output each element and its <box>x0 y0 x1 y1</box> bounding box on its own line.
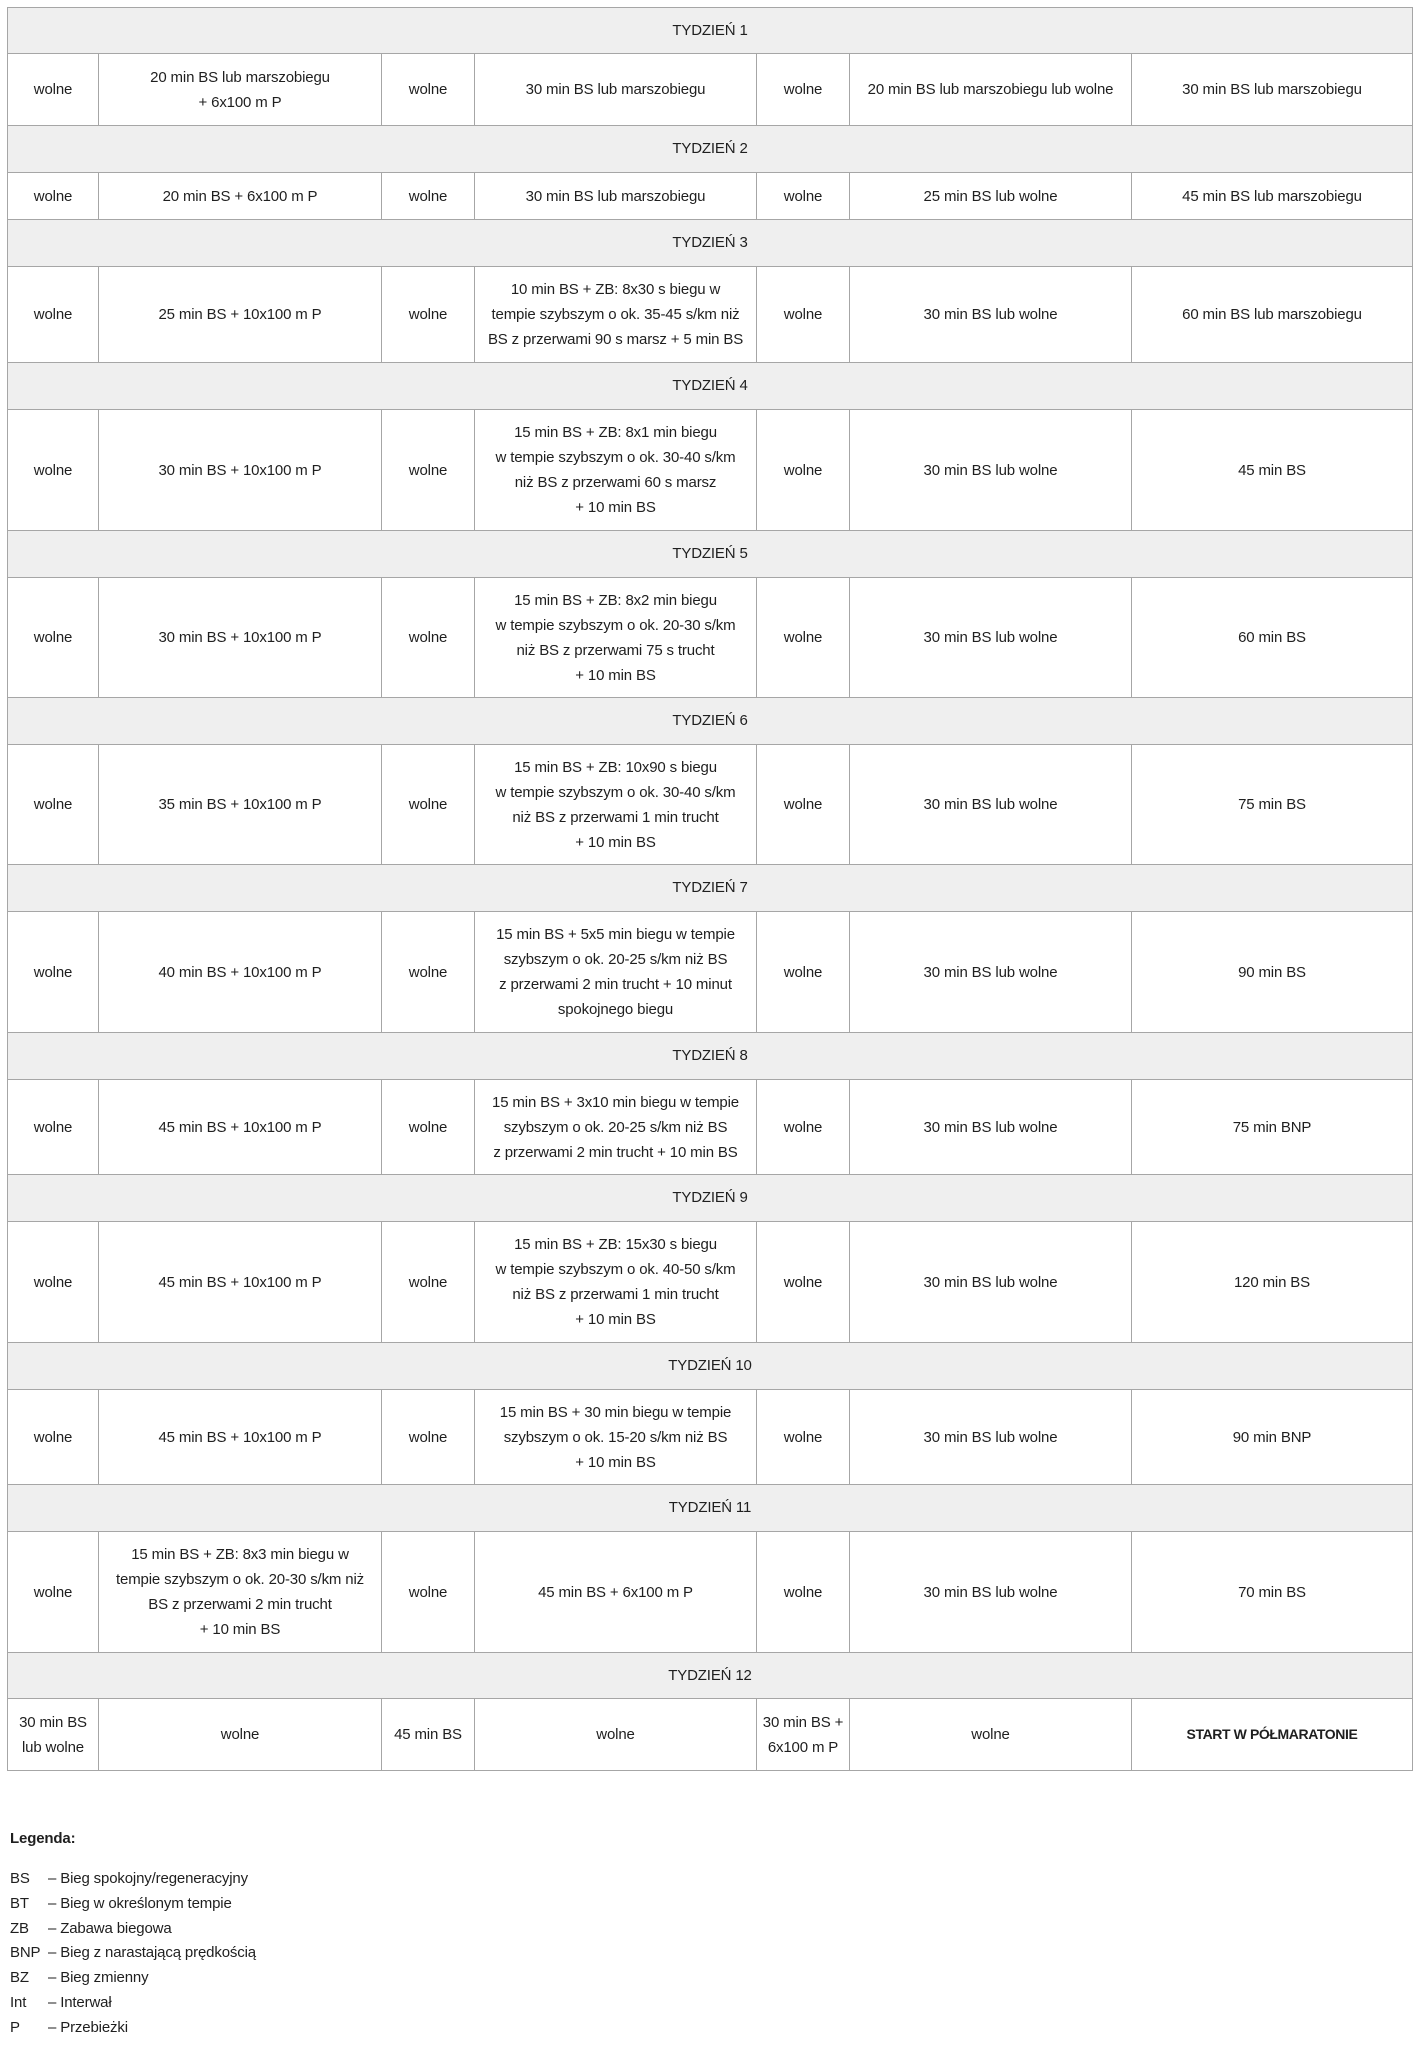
legend-item-zb <box>10 1917 256 1942</box>
week-10-day-3-cell: wolne <box>382 1390 475 1485</box>
week-3-day-7-cell: 60 min BS lub marszobiegu <box>1132 267 1413 363</box>
week-5-day-7-cell: 60 min BS <box>1132 578 1413 698</box>
week-12-day-1-cell: 30 min BS lub wolne <box>8 1699 99 1771</box>
week-7-row <box>8 912 1413 1033</box>
week-4-header: TYDZIEŃ 4 <box>8 363 1413 410</box>
week-10-header: TYDZIEŃ 10 <box>8 1343 1413 1390</box>
week-10-row <box>8 1390 1413 1485</box>
week-8-day-7-cell: 75 min BNP <box>1132 1080 1413 1175</box>
week-7-day-2-cell: 40 min BS + 10x100 m P <box>99 912 382 1033</box>
legend-abbr: BS <box>10 1870 30 1887</box>
week-4-day-7-cell: 45 min BS <box>1132 410 1413 531</box>
legend-item-p <box>10 2016 256 2041</box>
legend-abbr: Int <box>10 1993 27 2011</box>
week-10-day-7-cell: 90 min BNP <box>1132 1390 1413 1485</box>
legend-abbr: P <box>10 2018 20 2036</box>
week-9-day-2-cell: 45 min BS + 10x100 m P <box>99 1222 382 1343</box>
legend <box>10 1826 256 2041</box>
week-11-row <box>8 1532 1413 1653</box>
week-1-day-3-cell: wolne <box>382 54 475 126</box>
legend-list <box>10 1867 256 2041</box>
week-5-day-3-cell: wolne <box>382 578 475 698</box>
week-7-day-1-cell: wolne <box>8 912 99 1033</box>
week-4 <box>8 363 1413 531</box>
week-3 <box>8 220 1413 363</box>
week-11-header: TYDZIEŃ 11 <box>8 1485 1413 1532</box>
week-5-day-6-cell: 30 min BS lub wolne <box>850 578 1132 698</box>
week-6-header: TYDZIEŃ 6 <box>8 698 1413 745</box>
week-8 <box>8 1033 1413 1175</box>
week-2-header: TYDZIEŃ 2 <box>8 126 1413 173</box>
week-10-day-4-cell: 15 min BS + 30 min biegu w tempie szybszym o ok. 15-20 s/km niż BS + 10 min BS <box>475 1390 757 1485</box>
week-5-day-4-cell: 15 min BS + ZB: 8x2 min biegu w tempie szybszym o ok. 20-30 s/km niż BS z przerwami 75 s trucht + 10 min BS <box>475 578 757 698</box>
week-7-day-6-cell: 30 min BS lub wolne <box>850 912 1132 1033</box>
week-6-day-3-cell: wolne <box>382 745 475 865</box>
week-7-day-3-cell: wolne <box>382 912 475 1033</box>
week-12-header: TYDZIEŃ 12 <box>8 1653 1413 1699</box>
legend-item-bnp <box>10 1941 256 1966</box>
legend-desc: – Bieg spokojny/regeneracyjny <box>48 1870 248 1887</box>
week-9-day-7-cell: 120 min BS <box>1132 1222 1413 1343</box>
week-8-day-1-cell: wolne <box>8 1080 99 1175</box>
legend-desc: – Przebieżki <box>48 2018 128 2036</box>
week-4-day-2-cell: 30 min BS + 10x100 m P <box>99 410 382 531</box>
week-1-day-2-cell: 20 min BS lub marszobiegu + 6x100 m P <box>99 54 382 126</box>
week-1-row <box>8 54 1413 126</box>
week-3-day-5-cell: wolne <box>757 267 850 363</box>
week-9-row <box>8 1222 1413 1343</box>
week-8-day-4-cell: 15 min BS + 3x10 min biegu w tempie szybszym o ok. 20-25 s/km niż BS z przerwami 2 min trucht + 10 min BS <box>475 1080 757 1175</box>
week-2-day-3-cell: wolne <box>382 173 475 220</box>
legend-abbr: BZ <box>10 1969 29 1987</box>
week-2-row <box>8 173 1413 220</box>
week-5-day-5-cell: wolne <box>757 578 850 698</box>
legend-item-bs <box>10 1867 256 1892</box>
week-11-day-4-cell: 45 min BS + 6x100 m P <box>475 1532 757 1653</box>
week-1-day-7-cell: 30 min BS lub marszobiegu <box>1132 54 1413 126</box>
week-9 <box>8 1175 1413 1343</box>
week-12-day-5-cell: 30 min BS + 6x100 m P <box>757 1699 850 1771</box>
week-11-day-7-cell: 70 min BS <box>1132 1532 1413 1653</box>
legend-abbr: BNP <box>10 1944 41 1962</box>
legend-desc: – Zabawa biegowa <box>48 1919 172 1937</box>
week-6-day-5-cell: wolne <box>757 745 850 865</box>
week-5 <box>8 531 1413 698</box>
week-12 <box>8 1653 1413 1771</box>
week-10-day-2-cell: 45 min BS + 10x100 m P <box>99 1390 382 1485</box>
week-12-row <box>8 1699 1413 1771</box>
week-11-day-3-cell: wolne <box>382 1532 475 1653</box>
week-7-header: TYDZIEŃ 7 <box>8 865 1413 912</box>
week-6-day-6-cell: 30 min BS lub wolne <box>850 745 1132 865</box>
week-10-day-6-cell: 30 min BS lub wolne <box>850 1390 1132 1485</box>
week-4-day-5-cell: wolne <box>757 410 850 531</box>
week-9-day-3-cell: wolne <box>382 1222 475 1343</box>
legend-desc: – Bieg z narastającą prędkością <box>48 1944 256 1962</box>
week-5-row <box>8 578 1413 698</box>
week-12-day-7-cell: START W PÓŁMARATONIE <box>1132 1699 1413 1771</box>
legend-desc: – Interwał <box>48 1993 112 2011</box>
week-3-header: TYDZIEŃ 3 <box>8 220 1413 267</box>
week-3-day-2-cell: 25 min BS + 10x100 m P <box>99 267 382 363</box>
legend-item-bt <box>10 1892 256 1917</box>
week-3-row <box>8 267 1413 363</box>
week-7-day-5-cell: wolne <box>757 912 850 1033</box>
week-7 <box>8 865 1413 1033</box>
week-11 <box>8 1485 1413 1653</box>
week-7-day-7-cell: 90 min BS <box>1132 912 1413 1033</box>
week-11-day-6-cell: 30 min BS lub wolne <box>850 1532 1132 1653</box>
week-4-day-1-cell: wolne <box>8 410 99 531</box>
week-6-day-2-cell: 35 min BS + 10x100 m P <box>99 745 382 865</box>
week-2-day-4-cell: 30 min BS lub marszobiegu <box>475 173 757 220</box>
week-10 <box>8 1343 1413 1485</box>
week-8-day-5-cell: wolne <box>757 1080 850 1175</box>
week-6 <box>8 698 1413 865</box>
legend-abbr: BT <box>10 1894 29 1912</box>
week-8-header: TYDZIEŃ 8 <box>8 1033 1413 1080</box>
training-plan-table <box>7 7 1413 1771</box>
legend-item-int <box>10 1991 256 2016</box>
week-2-day-1-cell: wolne <box>8 173 99 220</box>
week-11-day-5-cell: wolne <box>757 1532 850 1653</box>
week-8-day-2-cell: 45 min BS + 10x100 m P <box>99 1080 382 1175</box>
week-6-day-7-cell: 75 min BS <box>1132 745 1413 865</box>
week-6-row <box>8 745 1413 865</box>
week-12-day-6-cell: wolne <box>850 1699 1132 1771</box>
week-2 <box>8 126 1413 220</box>
week-8-day-3-cell: wolne <box>382 1080 475 1175</box>
week-11-day-1-cell: wolne <box>8 1532 99 1653</box>
week-9-day-1-cell: wolne <box>8 1222 99 1343</box>
week-7-day-4-cell: 15 min BS + 5x5 min biegu w tempie szybszym o ok. 20-25 s/km niż BS z przerwami 2 min trucht + 10 minut spokojnego biegu <box>475 912 757 1033</box>
week-6-day-1-cell: wolne <box>8 745 99 865</box>
legend-abbr: ZB <box>10 1919 29 1937</box>
week-9-day-4-cell: 15 min BS + ZB: 15x30 s biegu w tempie szybszym o ok. 40-50 s/km niż BS z przerwami 1 min trucht + 10 min BS <box>475 1222 757 1343</box>
week-1 <box>8 8 1413 126</box>
week-2-day-7-cell: 45 min BS lub marszobiegu <box>1132 173 1413 220</box>
week-12-day-2-cell: wolne <box>99 1699 382 1771</box>
week-11-day-2-cell: 15 min BS + ZB: 8x3 min biegu w tempie szybszym o ok. 20-30 s/km niż BS z przerwami 2 min trucht + 10 min BS <box>99 1532 382 1653</box>
week-8-day-6-cell: 30 min BS lub wolne <box>850 1080 1132 1175</box>
week-1-header: TYDZIEŃ 1 <box>8 8 1413 54</box>
week-12-day-3-cell: 45 min BS <box>382 1699 475 1771</box>
week-12-day-4-cell: wolne <box>475 1699 757 1771</box>
week-9-day-6-cell: 30 min BS lub wolne <box>850 1222 1132 1343</box>
week-1-day-1-cell: wolne <box>8 54 99 126</box>
legend-item-bz <box>10 1966 256 1991</box>
week-2-day-2-cell: 20 min BS + 6x100 m P <box>99 173 382 220</box>
week-10-day-5-cell: wolne <box>757 1390 850 1485</box>
week-1-day-5-cell: wolne <box>757 54 850 126</box>
week-5-day-2-cell: 30 min BS + 10x100 m P <box>99 578 382 698</box>
legend-title: Legenda: <box>10 1830 76 1847</box>
week-2-day-6-cell: 25 min BS lub wolne <box>850 173 1132 220</box>
week-4-day-3-cell: wolne <box>382 410 475 531</box>
week-4-day-6-cell: 30 min BS lub wolne <box>850 410 1132 531</box>
week-4-row <box>8 410 1413 531</box>
week-1-day-4-cell: 30 min BS lub marszobiegu <box>475 54 757 126</box>
week-9-day-5-cell: wolne <box>757 1222 850 1343</box>
week-3-day-3-cell: wolne <box>382 267 475 363</box>
week-3-day-6-cell: 30 min BS lub wolne <box>850 267 1132 363</box>
week-10-day-1-cell: wolne <box>8 1390 99 1485</box>
week-1-day-6-cell: 20 min BS lub marszobiegu lub wolne <box>850 54 1132 126</box>
legend-desc: – Bieg zmienny <box>48 1969 149 1987</box>
week-4-day-4-cell: 15 min BS + ZB: 8x1 min biegu w tempie szybszym o ok. 30-40 s/km niż BS z przerwami 60 s marsz + 10 min BS <box>475 410 757 531</box>
week-6-day-4-cell: 15 min BS + ZB: 10x90 s biegu w tempie szybszym o ok. 30-40 s/km niż BS z przerwami 1 min trucht + 10 min BS <box>475 745 757 865</box>
week-3-day-1-cell: wolne <box>8 267 99 363</box>
week-2-day-5-cell: wolne <box>757 173 850 220</box>
week-3-day-4-cell: 10 min BS + ZB: 8x30 s biegu w tempie szybszym o ok. 35-45 s/km niż BS z przerwami 90 s marsz + 5 min BS <box>475 267 757 363</box>
week-5-header: TYDZIEŃ 5 <box>8 531 1413 578</box>
week-9-header: TYDZIEŃ 9 <box>8 1175 1413 1222</box>
legend-desc: – Bieg w określonym tempie <box>48 1894 232 1912</box>
week-8-row <box>8 1080 1413 1175</box>
week-5-day-1-cell: wolne <box>8 578 99 698</box>
